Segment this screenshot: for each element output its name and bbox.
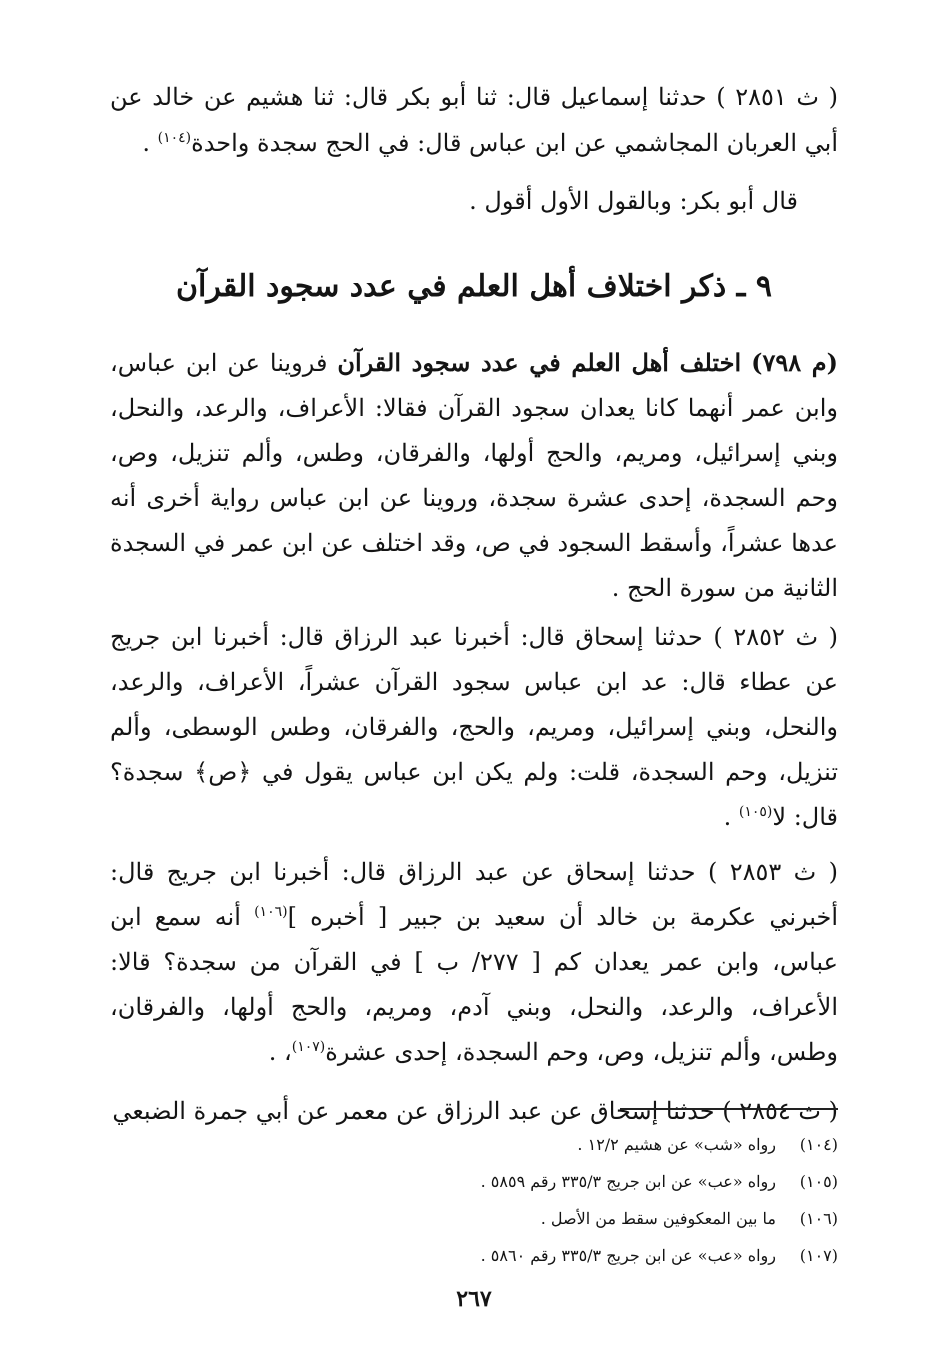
footnote-item: [110, 1163, 838, 1200]
footnote-text: رواه «عب» عن ابن جريج ٣٣٥/٣ رقم ٥٨٥٩ .: [480, 1172, 776, 1191]
report-tail: .: [723, 803, 739, 831]
footnote-item: [110, 1126, 838, 1163]
footnote-item: [110, 1200, 838, 1237]
report-2851: [110, 74, 838, 166]
main-text-block: [110, 340, 838, 1134]
masala-ref: (م ٧٩٨): [751, 348, 838, 377]
footnote-number: (١٠٤): [799, 1135, 838, 1154]
author-statement: قال أبو بكر: وبالقول الأول أقول .: [469, 187, 798, 215]
report-2852: [110, 615, 838, 840]
footnote-text: ما بين المعكوفين سقط من الأصل .: [540, 1209, 776, 1228]
report-2853: [110, 850, 838, 1075]
report-ref: ( ث ٢٨٥١ ): [716, 83, 838, 111]
footnote-number: (١٠٦): [799, 1209, 838, 1228]
masala-text: فروينا عن ابن عباس، وابن عمر أنهما كانا يعدان سجود القرآن فقالا: الأعراف، والرعد، والنحل، وبني إسرائيل، ومريم، والحج أولها، والفرقان، وطس، وألم تنزيل، وص، وحم السجدة، إحدى عشرة سجدة، وروينا عن ابن عباس رواية أخرى أنه عدها عشراً، وأسقط السجود في ص، وقد اختلف عن ابن عمر في السجدة الثانية من سورة الحج .: [110, 349, 839, 602]
page-number: ٢٦٧: [456, 1286, 492, 1312]
footnote-marker: (١٠٧): [291, 1039, 326, 1055]
report-ref: ( ث ٢٨٥٤ ): [722, 1097, 838, 1125]
footnote-marker: (١٠٦): [254, 904, 288, 920]
report-text: حدثنا إسحاق عن عبد الرزاق قال: أخبرنا ابن جريج قال: أخبرني عكرمة بن خالد أن سعيد بن جبير [ أخبره ]: [110, 858, 838, 931]
footnote-marker: (١٠٤): [157, 130, 192, 146]
report-text: حدثنا إسحاق قال: أخبرنا عبد الرزاق قال: أخبرنا ابن جريج عن عطاء قال: عد ابن عباس سجود القرآن عشراً، الأعراف، والرعد، والنحل، وبني إسرائيل، ومريم، والحج، والفرقان، وطس الوسطى، وألم تنزيل، وحم السجدة، قلت: ولم يكن ابن عباس يقول في ﴿ص﴾ سجدة؟ قال: لا: [110, 623, 838, 831]
report-text-continued: أنه سمع ابن عباس، وابن عمر يعدان كم [ ٢٧٧/ ب ] في القرآن من سجدة؟ قالا: الأعراف، والرعد، والنحل، وبني آدم، ومريم، والحج أولها، والفرقان، وطس، وألم تنزيل، وص، وحم السجدة، إحدى عشرة: [110, 903, 838, 1066]
report-text: حدثنا إسحاق عن عبد الرزاق عن معمر عن أبي جمرة الضبعي: [112, 1097, 715, 1125]
section-heading: ٩ ـ ذكر اختلاف أهل العلم في عدد سجود القرآن: [175, 269, 773, 304]
footnote-number: (١٠٥): [799, 1172, 838, 1191]
footnote-item: [110, 1237, 838, 1274]
top-text-block: [110, 74, 838, 224]
footnote-marker: (١٠٥): [738, 804, 773, 820]
report-text: حدثنا إسماعيل قال: ثنا أبو بكر قال: ثنا هشيم عن خالد عن أبي العربان المجاشمي عن ابن عباس قال: في الحج سجدة واحدة: [110, 83, 838, 157]
footnote-text: رواه «شب» عن هشيم ١٢/٢ .: [577, 1135, 776, 1154]
footnote-divider: [620, 1108, 838, 1110]
report-tail: ، .: [268, 1038, 292, 1066]
masala-lead: اختلف أهل العلم في عدد سجود القرآن: [337, 348, 742, 377]
report-ref: ( ث ٢٨٥٣ ): [707, 858, 838, 886]
footnote-number: (١٠٧): [799, 1246, 838, 1265]
report-tail: .: [142, 129, 158, 157]
masala-798: [110, 340, 838, 611]
footnotes-list: [110, 1126, 838, 1274]
report-ref: ( ث ٢٨٥٢ ): [713, 623, 838, 651]
footnote-text: رواه «عب» عن ابن جريج ٣٣٥/٣ رقم ٥٨٦٠ .: [480, 1246, 776, 1265]
